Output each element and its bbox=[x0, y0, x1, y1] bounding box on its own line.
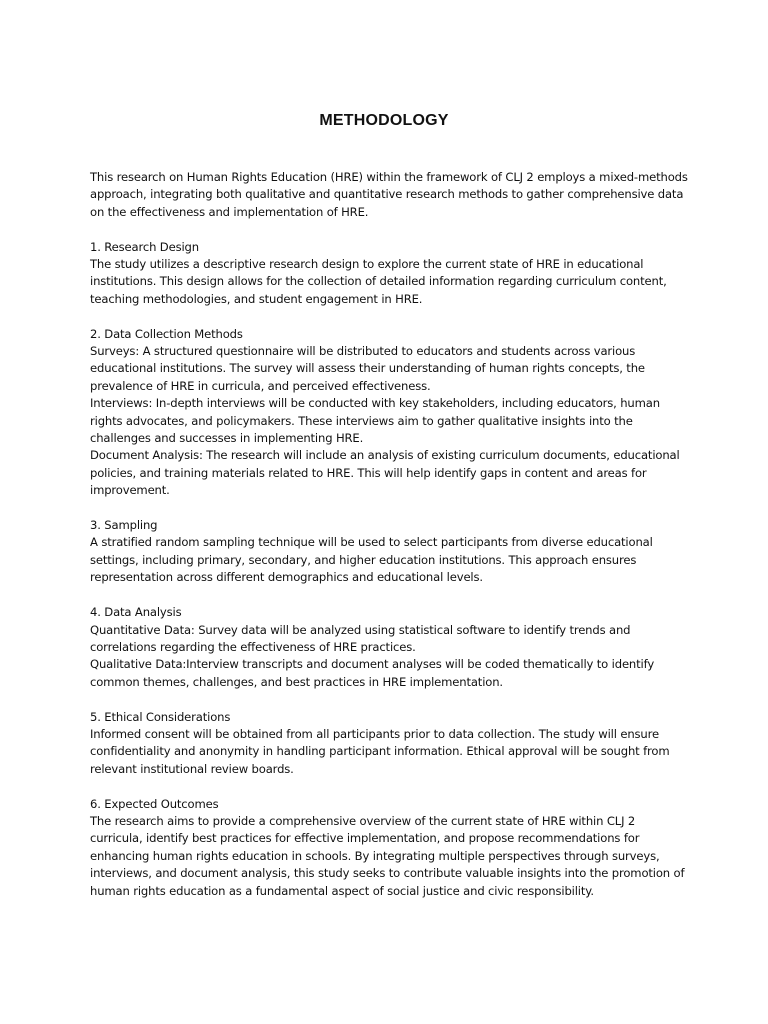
section-line: correlations regarding the effectiveness of HRE practices. bbox=[90, 639, 416, 654]
section-line: improvement. bbox=[90, 483, 170, 498]
section-line: settings, including primary, secondary, and higher education institutions. This approach ensures bbox=[90, 552, 637, 567]
section-line: The research aims to provide a comprehensive overview of the current state of HRE within CLJ 2 bbox=[90, 813, 636, 828]
section-line: representation across different demographics and educational levels. bbox=[90, 570, 483, 585]
section-data-analysis bbox=[90, 604, 690, 691]
section-expected-outcomes bbox=[90, 796, 690, 900]
section-line: human rights education as a fundamental aspect of social justice and civic responsibility. bbox=[90, 883, 594, 898]
intro-line: This research on Human Rights Education (HRE) within the framework of CLJ 2 employs a mixed-methods bbox=[90, 170, 688, 184]
section-line: The study utilizes a descriptive research design to explore the current state of HRE in educational bbox=[90, 257, 644, 272]
section-line: Interviews: In-depth interviews will be conducted with key stakeholders, including educators, human bbox=[90, 396, 660, 411]
section-line: Quantitative Data: Survey data will be analyzed using statistical software to identify trends and bbox=[90, 622, 631, 637]
section-line: Document Analysis: The research will include an analysis of existing curriculum documents, educational bbox=[90, 448, 680, 463]
section-line: Informed consent will be obtained from all participants prior to data collection. The study will ensure bbox=[90, 726, 659, 741]
section-data-collection-methods bbox=[90, 326, 690, 500]
section-heading: 1. Research Design bbox=[90, 239, 199, 254]
section-sampling bbox=[90, 517, 690, 587]
section-line: policies, and training materials related to HRE. This will help identify gaps in content and areas for bbox=[90, 465, 647, 480]
section-line: Surveys: A structured questionnaire will be distributed to educators and students across various bbox=[90, 344, 636, 359]
section-line: teaching methodologies, and student engagement in HRE. bbox=[90, 291, 423, 306]
section-research-design bbox=[90, 239, 690, 309]
section-line: challenges and successes in implementing HRE. bbox=[90, 431, 364, 446]
section-line: rights advocates, and policymakers. These interviews aim to gather qualitative insights into the bbox=[90, 413, 633, 428]
page-title: METHODOLOGY bbox=[319, 112, 449, 129]
section-line: educational institutions. The survey will assess their understanding of human rights concepts, the bbox=[90, 361, 645, 376]
intro-line: on the effectiveness and implementation of HRE. bbox=[90, 204, 369, 219]
section-heading: 2. Data Collection Methods bbox=[90, 326, 243, 341]
section-line: curricula, identify best practices for effective implementation, and propose recommendations for bbox=[90, 831, 640, 846]
section-line: confidentiality and anonymity in handling participant information. Ethical approval will be sought from bbox=[90, 744, 670, 759]
section-line: relevant institutional review boards. bbox=[90, 761, 294, 776]
section-heading: 3. Sampling bbox=[90, 518, 158, 533]
section-heading: 6. Expected Outcomes bbox=[90, 796, 219, 811]
section-line: enhancing human rights education in schools. By integrating multiple perspectives through surveys, bbox=[90, 848, 660, 863]
intro-paragraph bbox=[90, 169, 690, 221]
section-heading: 4. Data Analysis bbox=[90, 605, 182, 620]
section-line: prevalence of HRE in curricula, and perceived effectiveness. bbox=[90, 378, 431, 393]
section-line: common themes, challenges, and best practices in HRE implementation. bbox=[90, 674, 503, 689]
section-line: A stratified random sampling technique will be used to select participants from diverse educational bbox=[90, 535, 653, 550]
section-heading: 5. Ethical Considerations bbox=[90, 709, 231, 724]
section-line: institutions. This design allows for the collection of detailed information regarding curriculum content, bbox=[90, 274, 667, 289]
intro-line: approach, integrating both qualitative and quantitative research methods to gather comprehensive data bbox=[90, 187, 684, 202]
document-body bbox=[90, 169, 690, 900]
section-ethical-considerations bbox=[90, 709, 690, 779]
section-line: interviews, and document analysis, this study seeks to contribute valuable insights into the promotion of bbox=[90, 866, 685, 881]
section-line: Qualitative Data:Interview transcripts and document analyses will be coded thematically to identify bbox=[90, 657, 655, 672]
